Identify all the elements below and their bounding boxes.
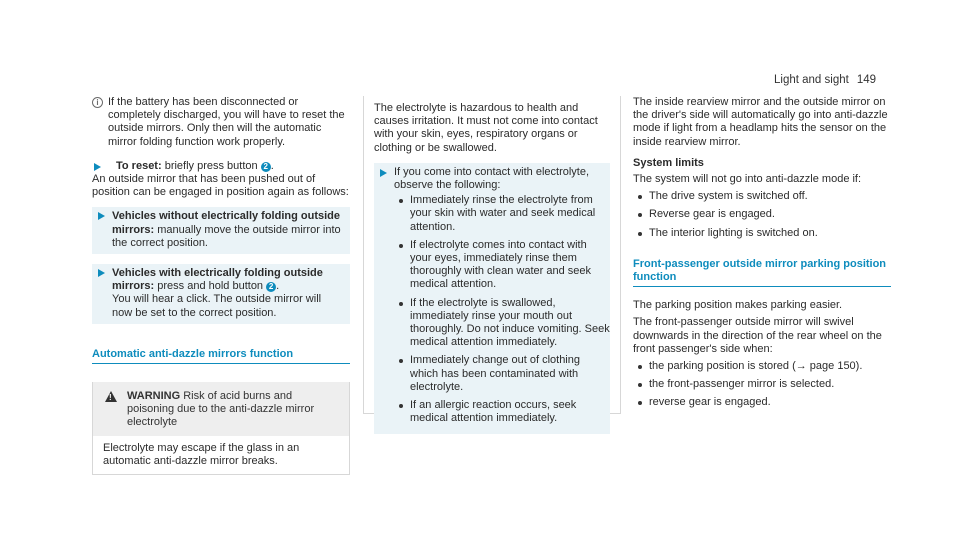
warning-cont-intro: The electrolyte is hazardous to health and causes irritation. It must not come into contact with your skin, eyes, respiratory organs or clothing or be swallowed. <box>374 102 598 154</box>
info-note-text: If the battery has been disconnected or completely discharged, you will have to reset the outside mirrors. Only then will the automatic mirror folding function work properly. <box>108 96 345 148</box>
warning-box <box>92 382 350 475</box>
step2-text2: You will hear a click. The outside mirror will now be set to the correct position. <box>112 293 322 319</box>
reset-step: To reset: briefly press button 2 . <box>92 157 350 173</box>
list-item: reverse gear is engaged. <box>649 396 891 409</box>
reset-label: To reset: <box>116 159 162 172</box>
step1-label: Vehicles without electrically folding outside mirrors: <box>112 210 340 236</box>
system-limits-intro: The system will not go into anti-dazzle mode if: <box>633 173 862 186</box>
warning-header <box>93 382 349 436</box>
parking-conditions-list <box>633 360 891 410</box>
step-arrow-icon <box>98 212 105 220</box>
system-limits-list <box>633 190 891 240</box>
reset-after-text: An outside mirror that has been pushed out of position can be engaged in position again as follows: <box>92 173 349 199</box>
column-1 <box>92 96 350 475</box>
parking-p1: The parking position makes parking easier. <box>633 299 843 312</box>
warning-continued-box <box>363 96 621 425</box>
button-2-icon: 2 <box>261 162 271 172</box>
anti-dazzle-intro: The inside rearview mirror and the outside mirror on the driver's side will automatically go into anti-dazzle mode if light from a headlamp hits the sensor on the inside rearview mirror. <box>633 96 888 148</box>
list-item: Reverse gear is engaged. <box>649 208 891 221</box>
step1-text: manually move the outside mirror into the correct position. <box>112 223 341 249</box>
list-item: If an allergic reaction occurs, seek medical attention immediately. <box>410 399 610 425</box>
warning-label: WARNING <box>127 390 181 403</box>
list-item: If the electrolyte is swallowed, immediately rinse your mouth out thoroughly. Do not induce vomiting. Seek medical attention immediately. <box>410 296 610 349</box>
list-item: The interior lighting is switched on. <box>649 227 891 240</box>
list-item: The drive system is switched off. <box>649 190 891 203</box>
contact-step-text: If you come into contact with electrolyte, observe the following: <box>394 165 590 192</box>
step-without-electric <box>92 207 350 254</box>
running-header <box>774 74 876 87</box>
header-title: Light and sight <box>774 74 849 86</box>
section-heading-anti-dazzle: Automatic anti-dazzle mirrors function <box>92 348 350 364</box>
step-arrow-icon <box>380 169 387 177</box>
reset-text: briefly press button <box>164 159 258 172</box>
step-arrow-icon <box>94 163 101 171</box>
list-item: the front-passenger mirror is selected. <box>649 378 891 391</box>
button-2-icon: 2 <box>266 282 276 292</box>
warning-icon: ! <box>105 391 117 402</box>
column-3 <box>633 96 891 415</box>
contact-step <box>374 163 610 435</box>
step2-text: press and hold button <box>157 280 264 293</box>
info-note <box>92 96 350 149</box>
section-heading-parking-position: Front-passenger outside mirror parking position function <box>633 258 891 287</box>
step2-label: Vehicles with electrically folding outside mirrors: <box>112 267 323 293</box>
step-with-electric: Vehicles with electrically folding outside mirrors: press and hold button 2 . You will hear a click. The outside mirror will now be set to the correct position. <box>92 264 350 324</box>
list-item: the parking position is stored (→ page 150). <box>649 360 891 373</box>
system-limits-heading: System limits <box>633 156 704 169</box>
warning-body: Electrolyte may escape if the glass in an automatic anti-dazzle mirror breaks. <box>103 441 300 467</box>
warning-head-text: Risk of acid burns and poisoning due to the anti-dazzle mirror electrolyte <box>127 390 315 429</box>
page-number: 149 <box>856 74 876 86</box>
first-aid-list <box>394 194 610 425</box>
list-item: Immediately rinse the electrolyte from your skin with water and seek medical attention. <box>410 194 610 234</box>
info-icon: i <box>92 97 103 108</box>
list-item: Immediately change out of clothing which has been contaminated with electrolyte. <box>410 354 610 394</box>
step-arrow-icon <box>98 269 105 277</box>
column-2 <box>363 96 621 425</box>
parking-p2: The front-passenger outside mirror will swivel downwards in the direction of the rear wheel on the front passenger's side when: <box>633 316 882 355</box>
list-item: If electrolyte comes into contact with your eyes, immediately rinse them thoroughly with clean water and seek medical attention. <box>410 239 610 292</box>
